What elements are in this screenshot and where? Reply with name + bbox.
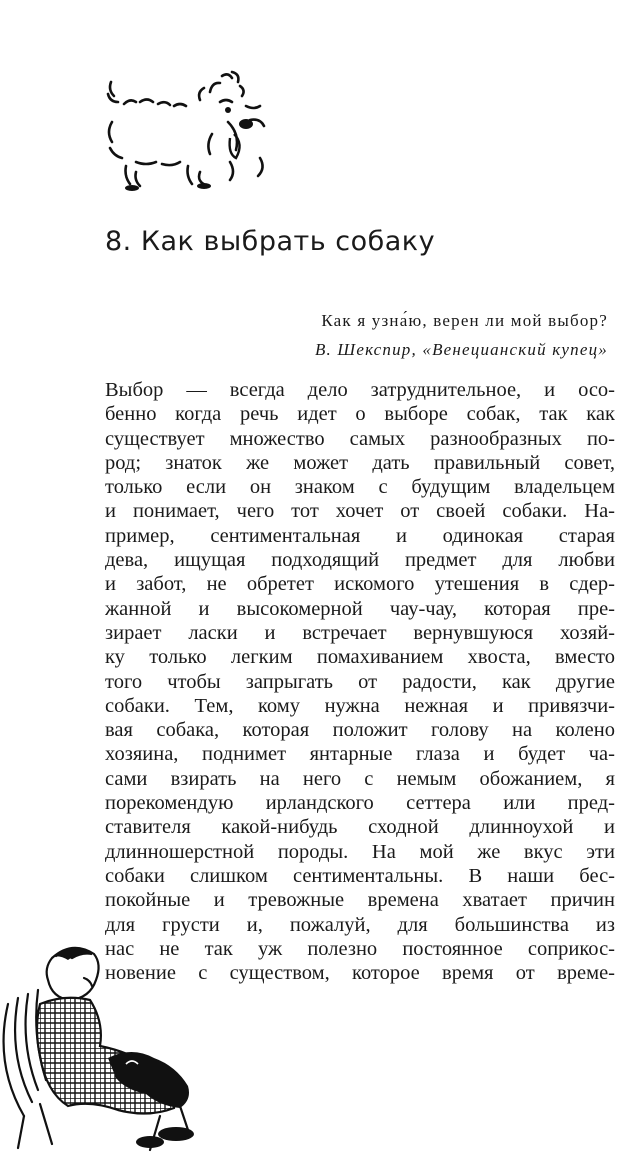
body-line: только если он знаком с будущим владельцем	[105, 476, 615, 499]
body-line: бенно когда речь идет о выборе собак, так как	[105, 403, 615, 426]
body-line: Выбор — всегда дело затруднительное, и осо-	[105, 379, 615, 401]
body-line: нас не так уж полезно постоянное соприкос-	[105, 937, 615, 960]
body-line: того чтобы запрыгать от радости, как другие	[105, 670, 615, 693]
terrier-dog-illustration	[100, 62, 275, 197]
body-line: ку только легким помахиванием хвоста, вместо	[105, 646, 615, 669]
body-line: пример, сентиментальная и одинокая старая	[105, 524, 615, 547]
body-text	[105, 378, 615, 985]
man-in-armchair-illustration	[0, 938, 215, 1153]
body-line: для грусти и, пожалуй, для большинства из	[105, 913, 615, 936]
body-line: сами взирать на него с немым обожанием, я	[105, 767, 615, 790]
chapter-title: 8. Как выбрать собаку	[105, 226, 436, 257]
body-line: хозяина, поднимет янтарные глаза и будет ча-	[105, 743, 615, 766]
body-line: и забот, не обретет искомого утешения в сдер-	[105, 573, 615, 596]
body-line: порекомендую ирландского сеттера или пред-	[105, 792, 615, 815]
body-line: новение с существом, которое время от време-	[105, 962, 615, 985]
body-line: собаки. Тем, кому нужна нежная и привязчи-	[105, 694, 615, 717]
body-line: существует множество самых разнообразных по-	[105, 427, 615, 450]
body-line: собаки слишком сентиментальны. В наши бес-	[105, 864, 615, 887]
body-line: покойные и тревожные времена хватает причин	[105, 889, 615, 912]
body-line: ставителя какой-нибудь сходной длинноухой и	[105, 816, 615, 839]
body-line: жанной и высокомерной чау-чау, которая пре-	[105, 597, 615, 620]
body-line: зирает ласки и встречает вернувшуюся хозяй-	[105, 621, 615, 644]
body-line: и понимает, чего тот хочет от своей собаки. На-	[105, 500, 615, 523]
body-line: дева, ищущая подходящий предмет для любви	[105, 549, 615, 572]
epigraph-attribution: В. Шекспир, «Венецианский купец»	[314, 340, 608, 359]
epigraph-quote: Как я узна́ю, верен ли мой выбор?	[321, 311, 608, 330]
body-line: род; знаток же может дать правильный совет,	[105, 451, 615, 474]
body-line: длинношерстной породы. На мой же вкус эти	[105, 840, 615, 863]
epigraph	[315, 306, 608, 364]
body-line: вая собака, которая положит голову на колено	[105, 719, 615, 742]
